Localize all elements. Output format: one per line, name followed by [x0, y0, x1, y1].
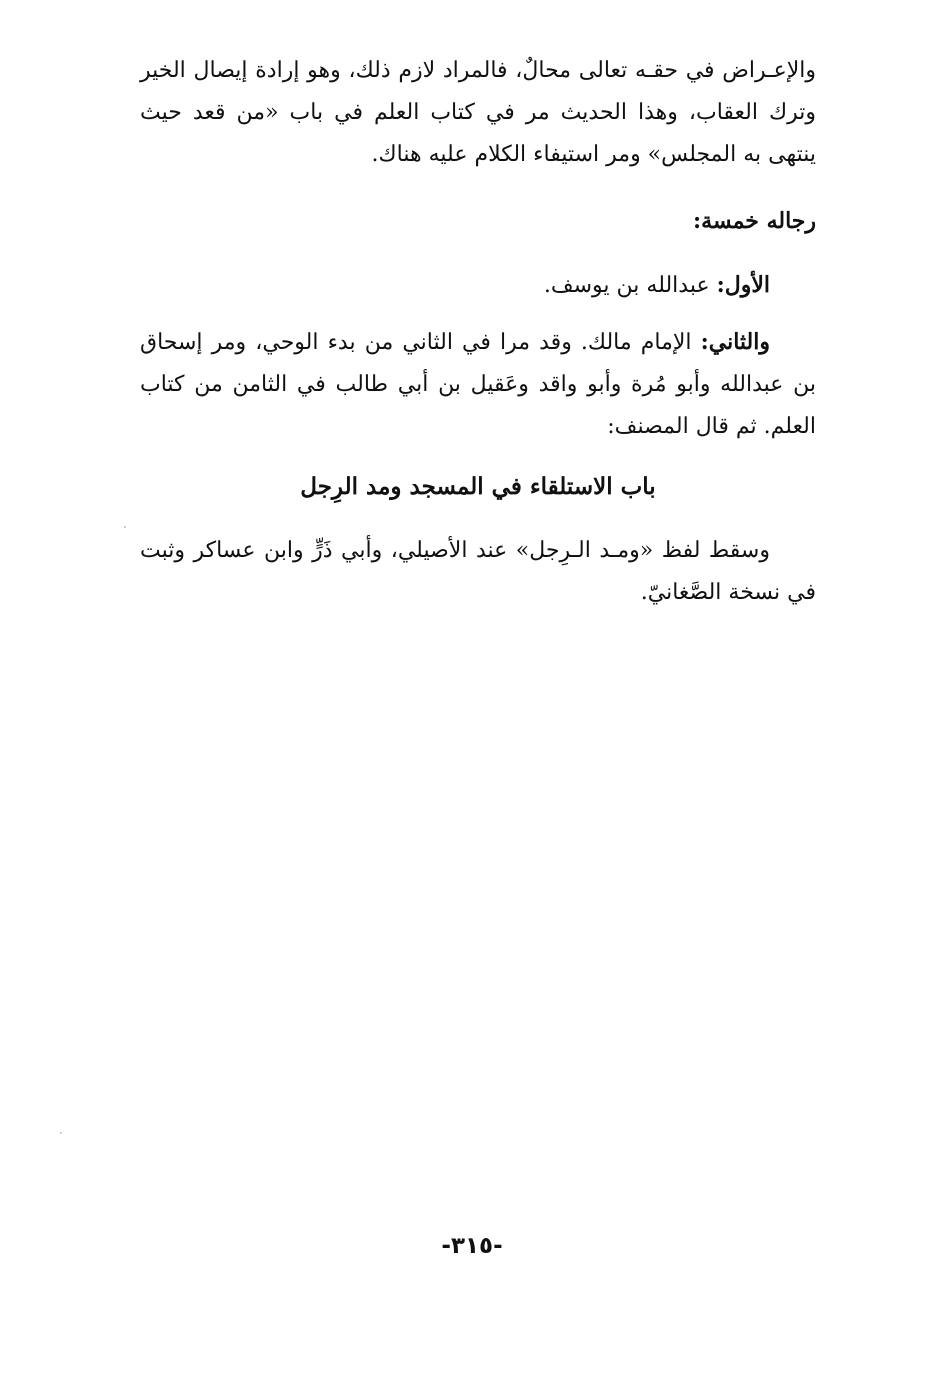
- narrator-second-text: الإمام مالك. وقد مرا في الثاني من بدء الوحي، ومر إسحاق بن عبدالله وأبو مُرة وأبو واقد وعَقيل بن أبي طالب في الثامن من كتاب العلم. ثم قال المصنف:: [140, 330, 816, 439]
- narrator-second-label: والثاني:: [700, 329, 770, 355]
- narrator-second: [140, 321, 816, 448]
- scan-speck: [124, 526, 126, 528]
- intro-paragraph: والإعـراض في حقـه تعالى محالٌ، فالمراد لازم ذلك، وهو إرادة إيصال الخير وترك العقاب، وهذا الحديث مر في كتاب العلم في باب «من قعد حيث ينتهى به المجلس» ومر استيفاء الكلام عليه هناك.: [140, 58, 816, 167]
- page-body: [140, 50, 816, 614]
- page-number: -٣١٥-: [441, 1233, 503, 1259]
- narrators-heading: رجاله خمسة:: [693, 208, 816, 234]
- scan-speck: [60, 1132, 62, 1134]
- chapter-title: باب الاستلقاء في المسجد ومد الرِجل: [300, 473, 656, 500]
- narrator-first: [140, 264, 816, 307]
- chapter-note: وسقط لفظ «ومـد الـرِجل» عند الأصيلي، وأبي ذَرٍّ وابن عساكر وثبت في نسخة الصَّغانيّ.: [140, 538, 816, 605]
- narrator-first-label: الأول:: [716, 272, 770, 298]
- narrator-first-text: عبدالله بن يوسف.: [543, 273, 717, 298]
